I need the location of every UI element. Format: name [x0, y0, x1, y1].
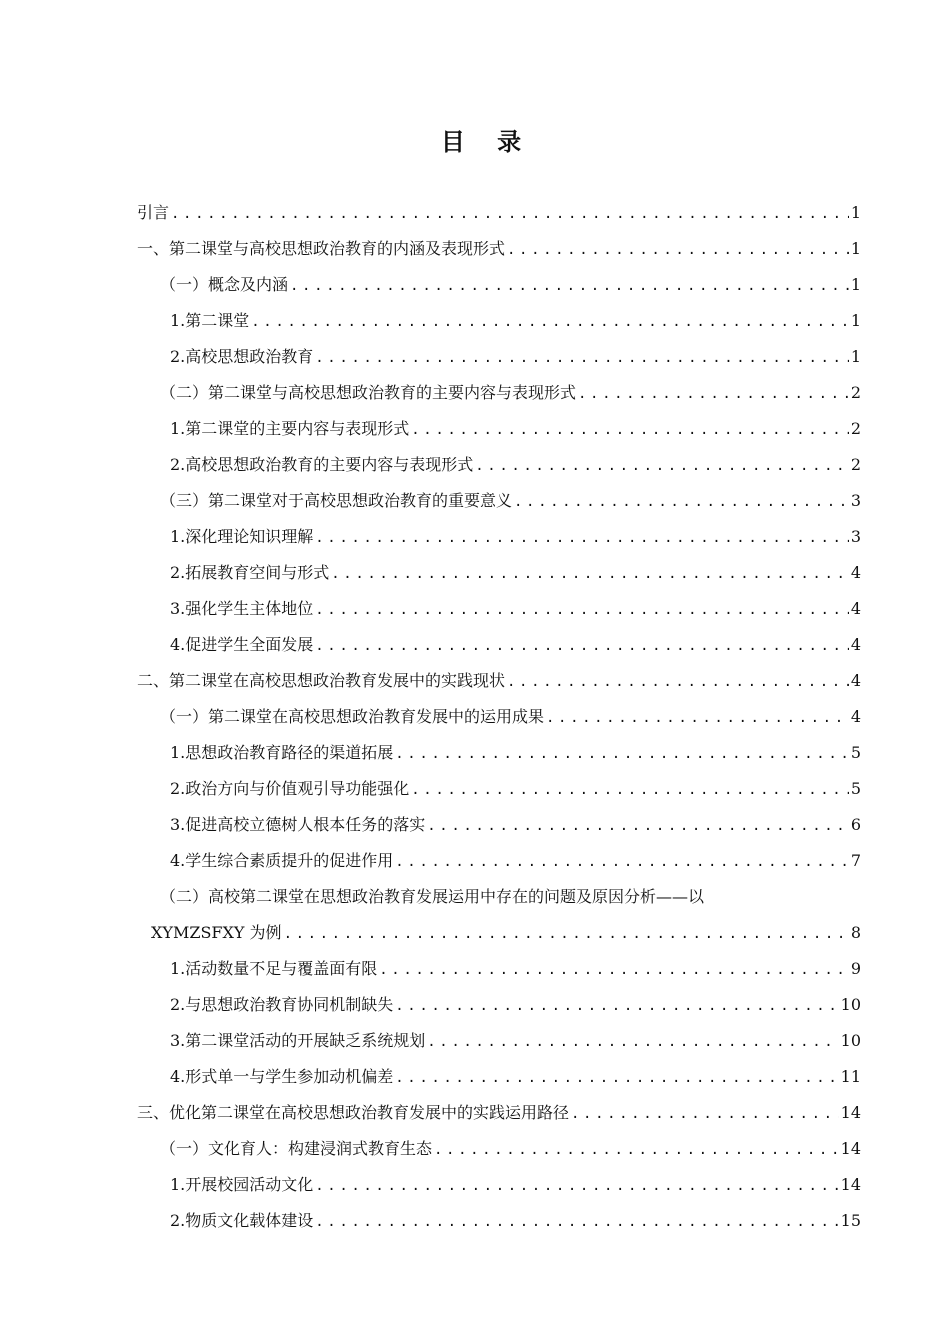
- toc-entry-label: （二）第二课堂与高校思想政治教育的主要内容与表现形式: [160, 383, 577, 402]
- toc-entry[interactable]: [137, 807, 861, 843]
- toc-entry[interactable]: [137, 627, 861, 663]
- toc-entry-page-number: 2: [850, 383, 861, 402]
- toc-entry-page-number: 1: [850, 347, 861, 366]
- toc-entry[interactable]: [137, 1095, 861, 1131]
- toc-leader-dots: [411, 779, 849, 799]
- toc-entry-label: 1.开展校园活动文化: [170, 1175, 314, 1194]
- toc-entry[interactable]: [137, 339, 861, 375]
- toc-leader-dots: [315, 635, 849, 655]
- toc-entry-label: 2.政治方向与价值观引导功能强化: [170, 779, 410, 798]
- toc-leader-dots: [395, 743, 849, 763]
- toc-entry-page-number: 4: [850, 671, 861, 690]
- toc-entry-label: 1.第二课堂的主要内容与表现形式: [170, 419, 410, 438]
- toc-leader-dots: [379, 959, 849, 979]
- toc-leader-dots: [395, 1067, 838, 1087]
- toc-entry-label: （三）第二课堂对于高校思想政治教育的重要意义: [160, 491, 513, 510]
- toc-entry-page-number: 2: [850, 419, 861, 438]
- toc-entry[interactable]: [137, 1203, 861, 1239]
- toc-leader-dots: [315, 527, 849, 547]
- toc-entry-page-number: 11: [840, 1067, 861, 1086]
- toc-entry[interactable]: [137, 771, 861, 807]
- toc-entry-label: （一）文化育人：构建浸润式教育生态: [160, 1139, 433, 1158]
- toc-entry-label: 1.深化理论知识理解: [170, 527, 314, 546]
- toc-entry-page-number: 1: [850, 311, 861, 330]
- toc-entry-page-number: 1: [850, 239, 861, 258]
- toc-entry-label: 三、优化第二课堂在高校思想政治教育发展中的实践运用路径: [137, 1103, 570, 1122]
- toc-entry[interactable]: [137, 591, 861, 627]
- toc-entry[interactable]: [137, 411, 861, 447]
- toc-entry[interactable]: [137, 699, 861, 735]
- toc-entry[interactable]: [137, 231, 861, 267]
- toc-leader-dots: [284, 923, 849, 943]
- toc-entry[interactable]: [137, 483, 861, 519]
- toc-entry-label: 2.物质文化载体建设: [170, 1211, 314, 1230]
- toc-leader-dots: [514, 491, 849, 511]
- toc-leader-dots: [290, 275, 849, 295]
- toc-entry-label: 1.活动数量不足与覆盖面有限: [170, 959, 378, 978]
- toc-entry-page-number: 15: [840, 1211, 861, 1230]
- toc-entry-page-number: 4: [850, 599, 861, 618]
- toc-leader-dots: [427, 1031, 838, 1051]
- toc-entry-page-number: 7: [850, 851, 861, 870]
- toc-entry-page-number: 1: [850, 275, 861, 294]
- toc-entry-page-number: 10: [840, 995, 861, 1014]
- toc-entry[interactable]: [137, 555, 861, 591]
- toc-entry-label: （二）高校第二课堂在思想政治教育发展运用中存在的问题及原因分析——以: [160, 887, 705, 906]
- toc-leader-dots: [395, 851, 849, 871]
- toc-leader-dots: [507, 239, 849, 259]
- toc-entry-page-number: 14: [840, 1139, 861, 1158]
- toc-entry[interactable]: [137, 879, 861, 915]
- toc-entry[interactable]: [137, 195, 861, 231]
- toc-entry-page-number: 14: [840, 1103, 861, 1122]
- toc-leader-dots: [331, 563, 849, 583]
- toc-leader-dots: [171, 203, 849, 223]
- toc-entry-page-number: 1: [850, 203, 861, 222]
- toc-entry[interactable]: [137, 303, 861, 339]
- toc-entry[interactable]: [137, 1023, 861, 1059]
- toc-entry-label: 3.强化学生主体地位: [170, 599, 314, 618]
- toc-entry[interactable]: [137, 267, 861, 303]
- toc-entry-label: 引言: [137, 203, 170, 222]
- toc-entry-page-number: 5: [850, 779, 861, 798]
- toc-entry-label: 4.学生综合素质提升的促进作用: [170, 851, 394, 870]
- toc-entry-label: 3.第二课堂活动的开展缺乏系统规划: [170, 1031, 426, 1050]
- toc-leader-dots: [571, 1103, 839, 1123]
- toc-leader-dots: [315, 1175, 838, 1195]
- toc-entry-page-number: 10: [840, 1031, 861, 1050]
- toc-entry-page-number: 6: [850, 815, 861, 834]
- toc-entry[interactable]: [137, 447, 861, 483]
- toc-entry-page-number: 9: [850, 959, 861, 978]
- toc-entry-page-number: 14: [840, 1175, 861, 1194]
- toc-entry-label: XYMZSFXY 为例: [151, 923, 282, 942]
- toc-entry-label: 4.促进学生全面发展: [170, 635, 314, 654]
- toc-leader-dots: [315, 1211, 838, 1231]
- toc-entry-label: 1.思想政治教育路径的渠道拓展: [170, 743, 394, 762]
- toc-entry-page-number: 5: [850, 743, 861, 762]
- toc-entry-label: 1.第二课堂: [170, 311, 250, 330]
- toc-leader-dots: [395, 995, 838, 1015]
- toc-entry[interactable]: [137, 375, 861, 411]
- table-of-contents: [137, 195, 861, 1239]
- toc-entry[interactable]: [137, 843, 861, 879]
- toc-entry[interactable]: [137, 987, 861, 1023]
- toc-leader-dots: [546, 707, 849, 727]
- toc-entry-page-number: 3: [850, 491, 861, 510]
- toc-entry-label: 4.形式单一与学生参加动机偏差: [170, 1067, 394, 1086]
- toc-leader-dots: [411, 419, 849, 439]
- toc-entry[interactable]: [137, 663, 861, 699]
- toc-entry-page-number: 3: [850, 527, 861, 546]
- toc-entry-label: 3.促进高校立德树人根本任务的落实: [170, 815, 426, 834]
- toc-entry-page-number: 4: [850, 563, 861, 582]
- toc-entry[interactable]: [137, 915, 861, 951]
- toc-leader-dots: [315, 347, 849, 367]
- toc-leader-dots: [475, 455, 849, 475]
- toc-leader-dots: [578, 383, 849, 403]
- toc-entry-label: 一、第二课堂与高校思想政治教育的内涵及表现形式: [137, 239, 506, 258]
- toc-entry[interactable]: [137, 1131, 861, 1167]
- toc-leader-dots: [434, 1139, 839, 1159]
- toc-entry[interactable]: [137, 1059, 861, 1095]
- toc-leader-dots: [315, 599, 849, 619]
- toc-entry-label: （一）概念及内涵: [160, 275, 289, 294]
- toc-leader-dots: [251, 311, 849, 331]
- toc-entry-label: （一）第二课堂在高校思想政治教育发展中的运用成果: [160, 707, 545, 726]
- toc-entry-label: 2.高校思想政治教育的主要内容与表现形式: [170, 455, 474, 474]
- toc-entry-label: 2.高校思想政治教育: [170, 347, 314, 366]
- toc-entry-label: 2.拓展教育空间与形式: [170, 563, 330, 582]
- toc-title: 目 录: [440, 128, 534, 156]
- toc-entry-page-number: 4: [850, 635, 861, 654]
- toc-leader-dots: [507, 671, 849, 691]
- toc-entry[interactable]: [137, 1167, 861, 1203]
- toc-entry-page-number: 2: [850, 455, 861, 474]
- toc-entry-page-number: 4: [850, 707, 861, 726]
- toc-entry[interactable]: [137, 735, 861, 771]
- toc-entry-label: 2.与思想政治教育协同机制缺失: [170, 995, 394, 1014]
- toc-entry-page-number: 8: [850, 923, 861, 942]
- toc-entry[interactable]: [137, 519, 861, 555]
- toc-entry-label: 二、第二课堂在高校思想政治教育发展中的实践现状: [137, 671, 506, 690]
- toc-entry[interactable]: [137, 951, 861, 987]
- toc-leader-dots: [427, 815, 849, 835]
